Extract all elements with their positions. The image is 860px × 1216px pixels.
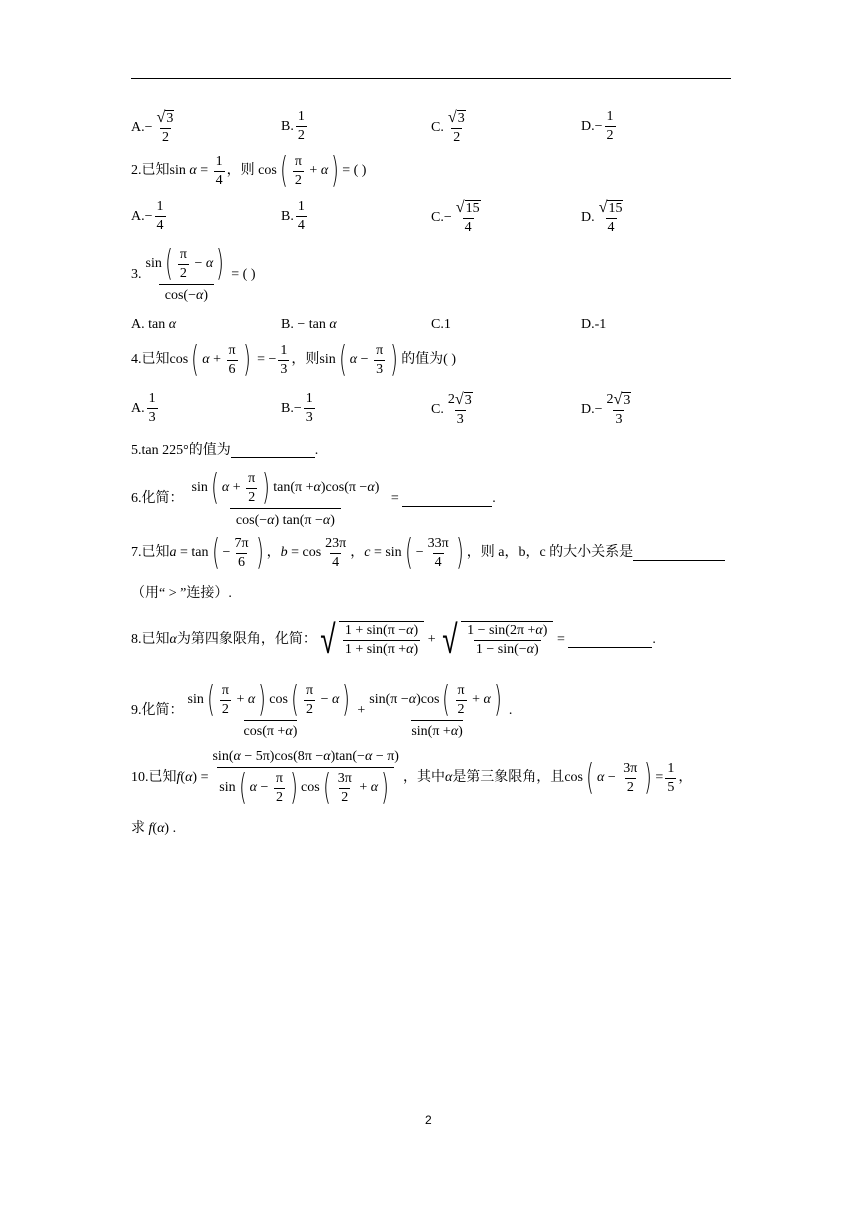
q3-stem: 3. sin ( $\frac{\pi}{2}$ − α ) cos(− α ) = ( ) [131, 243, 256, 303]
q3-option-a: A. tan α [131, 317, 177, 332]
q3-option-d: D.-1 [581, 317, 607, 332]
q4-option-a: A. $\frac{1}{3}$ [131, 391, 156, 425]
q4-stem: 4.已知 cos ( α + $\frac{\pi}{6}$ ) = − $\frac{1}{3}$ ，则 sin ( α − $\frac{\pi}{3}$ ) 的值为( ) [131, 339, 457, 380]
q1-option-d: D. − $\frac{1}{2}$ [581, 109, 614, 143]
q3-option-c: C.1 [431, 317, 451, 332]
q4-option-d: D. − 2 √ 3 3 [581, 391, 631, 428]
q8-stem: 8.已知 α 为第四象限角，化简： √ 1 + sin(π − α ) 1 + sin(π + α ) + √ 1 − sin(2π + α ) 1 − sin(− α ) = . [131, 617, 656, 663]
q2-option-b: B. $\frac{1}{4}$ [281, 199, 305, 233]
q9-stem: 9.化简： sin ( $\frac{\pi}{2}$ + α ) cos ( $\frac{\pi}{2}$ − α ) cos(π + α ) + sin(π − α )cos ( $\frac{\pi}{2}$ + α ) sin(π + α ) . [131, 679, 513, 739]
q2-option-a: A. − $\frac{1}{4}$ [131, 199, 164, 233]
page-number: 2 [425, 1113, 432, 1127]
q4-option-c: C. 2 √ 3 3 [431, 391, 472, 428]
q10-stem: 10.已知 f ( α ) = sin( α − 5π)cos(8π − α )tan(− α − π) sin ( α − $\frac{\pi}{2}$ ) cos ( $\frac{3\pi}{2}$ + α ) ，其中 α 是第三象限角，且 cos ( α − $\frac{3\pi}{2}$ ) = $\frac{1}{5}$ ， [131, 749, 693, 808]
q4-option-b: B. − $\frac{1}{3}$ [281, 391, 313, 425]
q1-option-c: C. √ 3 2 [431, 109, 465, 146]
q2-stem: 2.已知 sin α = $\frac{1}{4}$ ，则 cos ( $\frac{\pi}{2}$ + α ) = ( ) [131, 150, 367, 191]
q10-ask: 求 f ( α ) . [131, 821, 177, 836]
q2-option-d: D. √ 15 4 [581, 199, 623, 236]
q5-stem: 5. tan 225° 的值为 . [131, 442, 319, 458]
q7-hint: （用“ > ”连接）. [131, 586, 232, 601]
q2-option-c: C. − √ 15 4 [431, 199, 480, 236]
q1-option-b: B. $\frac{1}{2}$ [281, 109, 305, 143]
q3-option-b: B. − tan α [281, 317, 337, 332]
header-rule [131, 78, 731, 79]
q1-option-a: A. − √ 3 2 [131, 109, 174, 146]
q6-stem: 6.化简： sin ( α + $\frac{\pi}{2}$ ) tan(π + α )cos(π − α ) cos(− α ) tan(π − α ) = . [131, 467, 496, 528]
q7-stem: 7.已知 a = tan ( − $\frac{7\pi}{6}$ ) ， b = cos $\frac{23\pi}{4}$ ， c = sin ( − $\frac{33\pi}{4}$ ) ，则 a，b，c 的大小关系是 [131, 535, 725, 571]
